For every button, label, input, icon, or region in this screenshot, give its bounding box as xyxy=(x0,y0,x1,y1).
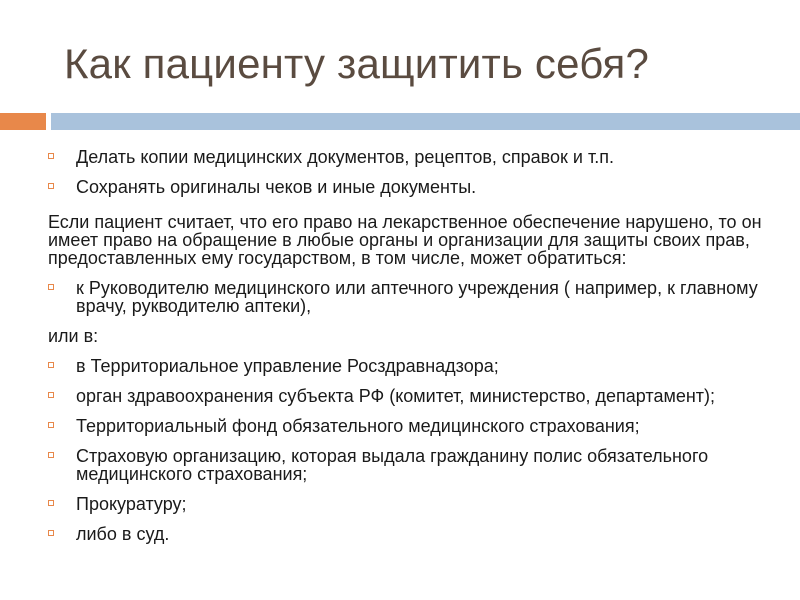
square-bullet-icon xyxy=(48,284,54,290)
list-item-text: Делать копии медицинских документов, рецептов, справок и т.п. xyxy=(76,147,614,167)
square-bullet-icon xyxy=(48,500,54,506)
list-item-text: орган здравоохранения субъекта РФ (комитет, министерство, департамент); xyxy=(76,386,716,406)
square-bullet-icon xyxy=(48,422,54,428)
list-item-text: в Территориальное управление Росздравнадзора; xyxy=(76,356,499,376)
square-bullet-icon xyxy=(48,452,54,458)
list-item-text: Прокуратуру; xyxy=(76,494,187,514)
list-item xyxy=(46,178,766,196)
list-item xyxy=(46,279,766,315)
list-item-text: Страховую организацию, которая выдала гражданину полис обязательного медицинского страхования; xyxy=(76,446,709,484)
list-item-text: Территориальный фонд обязательного медицинского страхования; xyxy=(76,416,640,436)
rights-paragraph: Если пациент считает, что его право на лекарственное обеспечение нарушено, то он имеет право на обращение в любые органы и организации для защиты своих прав, предоставленных ему государством, в том числе, может обратиться: xyxy=(48,212,762,268)
list-item xyxy=(46,387,766,405)
slide-content xyxy=(46,148,766,555)
list-item xyxy=(46,148,766,166)
list-item-text: к Руководителю медицинского или аптечного учреждения ( например, к главному врачу, рукводителю аптеки), xyxy=(76,278,758,316)
or-text: или в: xyxy=(48,326,99,346)
square-bullet-icon xyxy=(48,530,54,536)
list-item xyxy=(46,447,766,483)
list-item-text: Сохранять оригиналы чеков и иные документы. xyxy=(76,177,477,197)
list-item xyxy=(46,417,766,435)
square-bullet-icon xyxy=(48,183,54,189)
list-item xyxy=(46,525,766,543)
square-bullet-icon xyxy=(48,362,54,368)
slide-title: Как пациенту защитить себя? xyxy=(64,40,650,87)
list-item-text: либо в суд. xyxy=(76,524,170,544)
list-item xyxy=(46,357,766,375)
accent-bar-orange xyxy=(0,113,46,130)
accent-bar-blue xyxy=(51,113,800,130)
square-bullet-icon xyxy=(48,153,54,159)
list-item xyxy=(46,495,766,513)
square-bullet-icon xyxy=(48,392,54,398)
